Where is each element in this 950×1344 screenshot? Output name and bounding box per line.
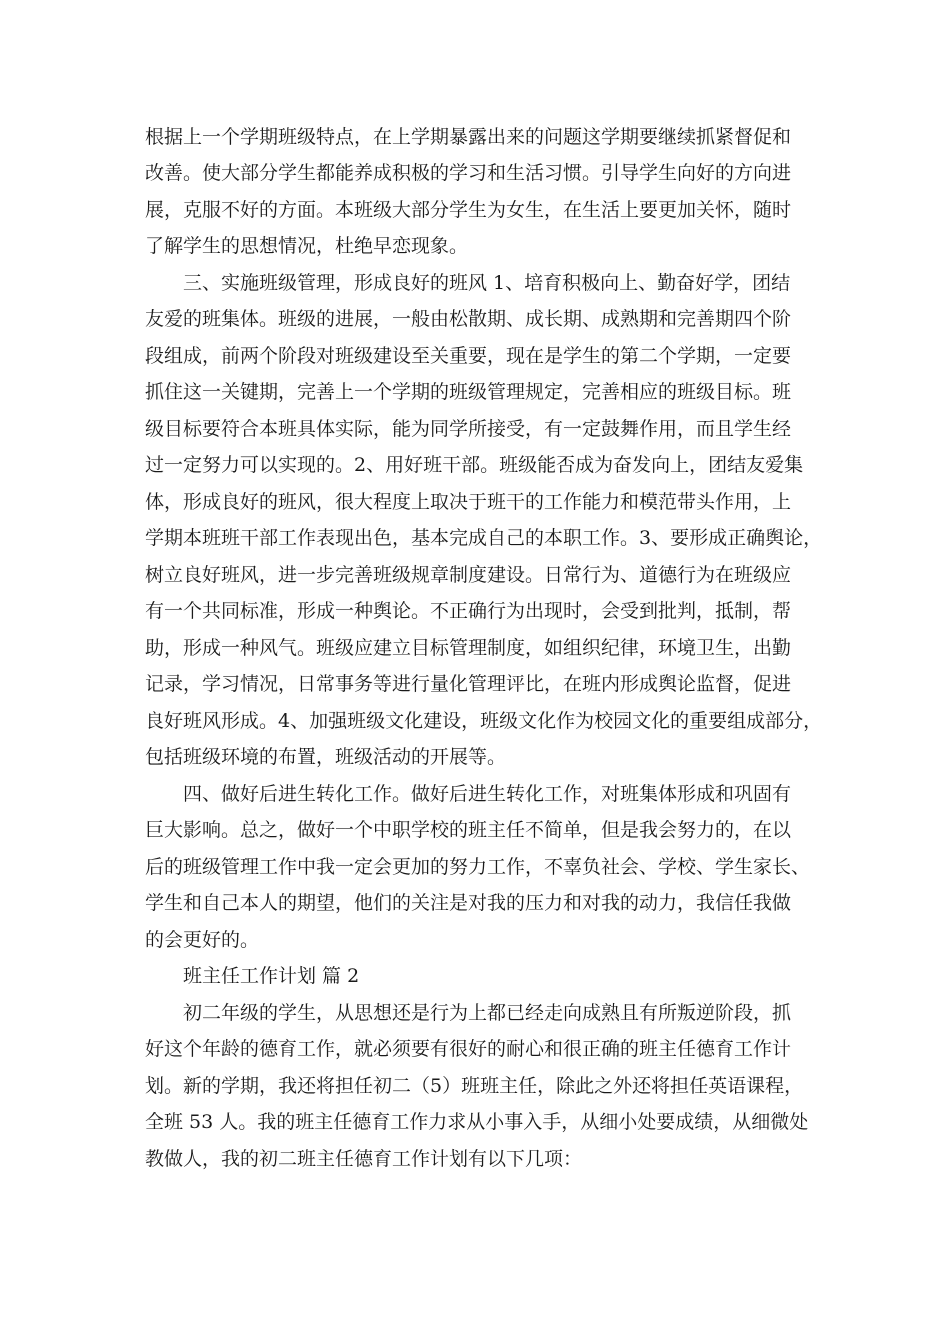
text-line: 良好班风形成。4、加强班级文化建设，班级文化作为校园文化的重要组成部分， [145, 710, 823, 732]
text-line: 友爱的班集体。班级的进展，一般由松散期、成长期、成熟期和完善期四个阶 [145, 308, 792, 330]
text-line: 包括班级环境的布置，班级活动的开展等。 [145, 746, 507, 768]
text-line: 巨大影响。总之，做好一个中职学校的班主任不简单，但是我会努力的，在以 [145, 819, 792, 841]
text-line: 记录，学习情况，日常事务等进行量化管理评比，在班内形成舆论监督，促进 [145, 673, 792, 695]
text-line: 的会更好的。 [145, 929, 260, 951]
text-line: 学生和自己本人的期望，他们的关注是对我的压力和对我的动力，我信任我做 [145, 892, 792, 914]
text-line: 划。新的学期，我还将担任初二（5）班班主任，除此之外还将担任英语课程， [145, 1075, 804, 1097]
text-line: 学期本班班干部工作表现出色，基本完成自己的本职工作。3、要形成正确舆论， [145, 527, 823, 549]
section-heading-paragraph: 三、实施班级管理，形成良好的班风 1、培育积极向上、勤奋好学，团结 [183, 272, 791, 294]
text-line: 展，克服不好的方面。本班级大部分学生为女生，在生活上要更加关怀，随时 [145, 199, 792, 221]
text-line: 根据上一个学期班级特点，在上学期暴露出来的问题这学期要继续抓紧督促和 [145, 126, 792, 148]
text-line: 段组成，前两个阶段对班级建设至关重要，现在是学生的第二个学期，一定要 [145, 345, 792, 367]
text-line: 后的班级管理工作中我一定会更加的努力工作，不辜负社会、学校、学生家长、 [145, 856, 811, 878]
section-heading-paragraph: 四、做好后进生转化工作。做好后进生转化工作，对班集体形成和巩固有 [183, 783, 792, 805]
text-line: 抓住这一关键期，完善上一个学期的班级管理规定，完善相应的班级目标。班 [145, 381, 792, 403]
text-line: 树立良好班风，进一步完善班级规章制度建设。日常行为、道德行为在班级应 [145, 564, 792, 586]
text-line: 体，形成良好的班风，很大程度上取决于班干的工作能力和模范带头作用，上 [145, 491, 792, 513]
text-line: 了解学生的思想情况，杜绝早恋现象。 [145, 235, 469, 257]
text-line: 全班 53 人。我的班主任德育工作力求从小事入手，从细小处要成绩，从细微处 [145, 1111, 809, 1133]
text-line: 初二年级的学生，从思想还是行为上都已经走向成熟且有所叛逆阶段，抓 [183, 1002, 792, 1024]
article-subtitle: 班主任工作计划 篇 2 [183, 965, 360, 987]
text-line: 改善。使大部分学生都能养成积极的学习和生活习惯。引导学生向好的方向进 [145, 162, 792, 184]
text-line: 级目标要符合本班具体实际，能为同学所接受，有一定鼓舞作用，而且学生经 [145, 418, 792, 440]
text-line: 助，形成一种风气。班级应建立目标管理制度，如组织纪律，环境卫生，出勤 [145, 637, 792, 659]
text-line: 有一个共同标准，形成一种舆论。不正确行为出现时，会受到批判，抵制，帮 [145, 600, 792, 622]
text-line: 好这个年龄的德育工作，就必须要有很好的耐心和很正确的班主任德育工作计 [145, 1038, 792, 1060]
text-line: 过一定努力可以实现的。2、用好班干部。班级能否成为奋发向上，团结友爱集 [145, 454, 804, 476]
text-line: 教做人，我的初二班主任德育工作计划有以下几项： [145, 1148, 583, 1170]
